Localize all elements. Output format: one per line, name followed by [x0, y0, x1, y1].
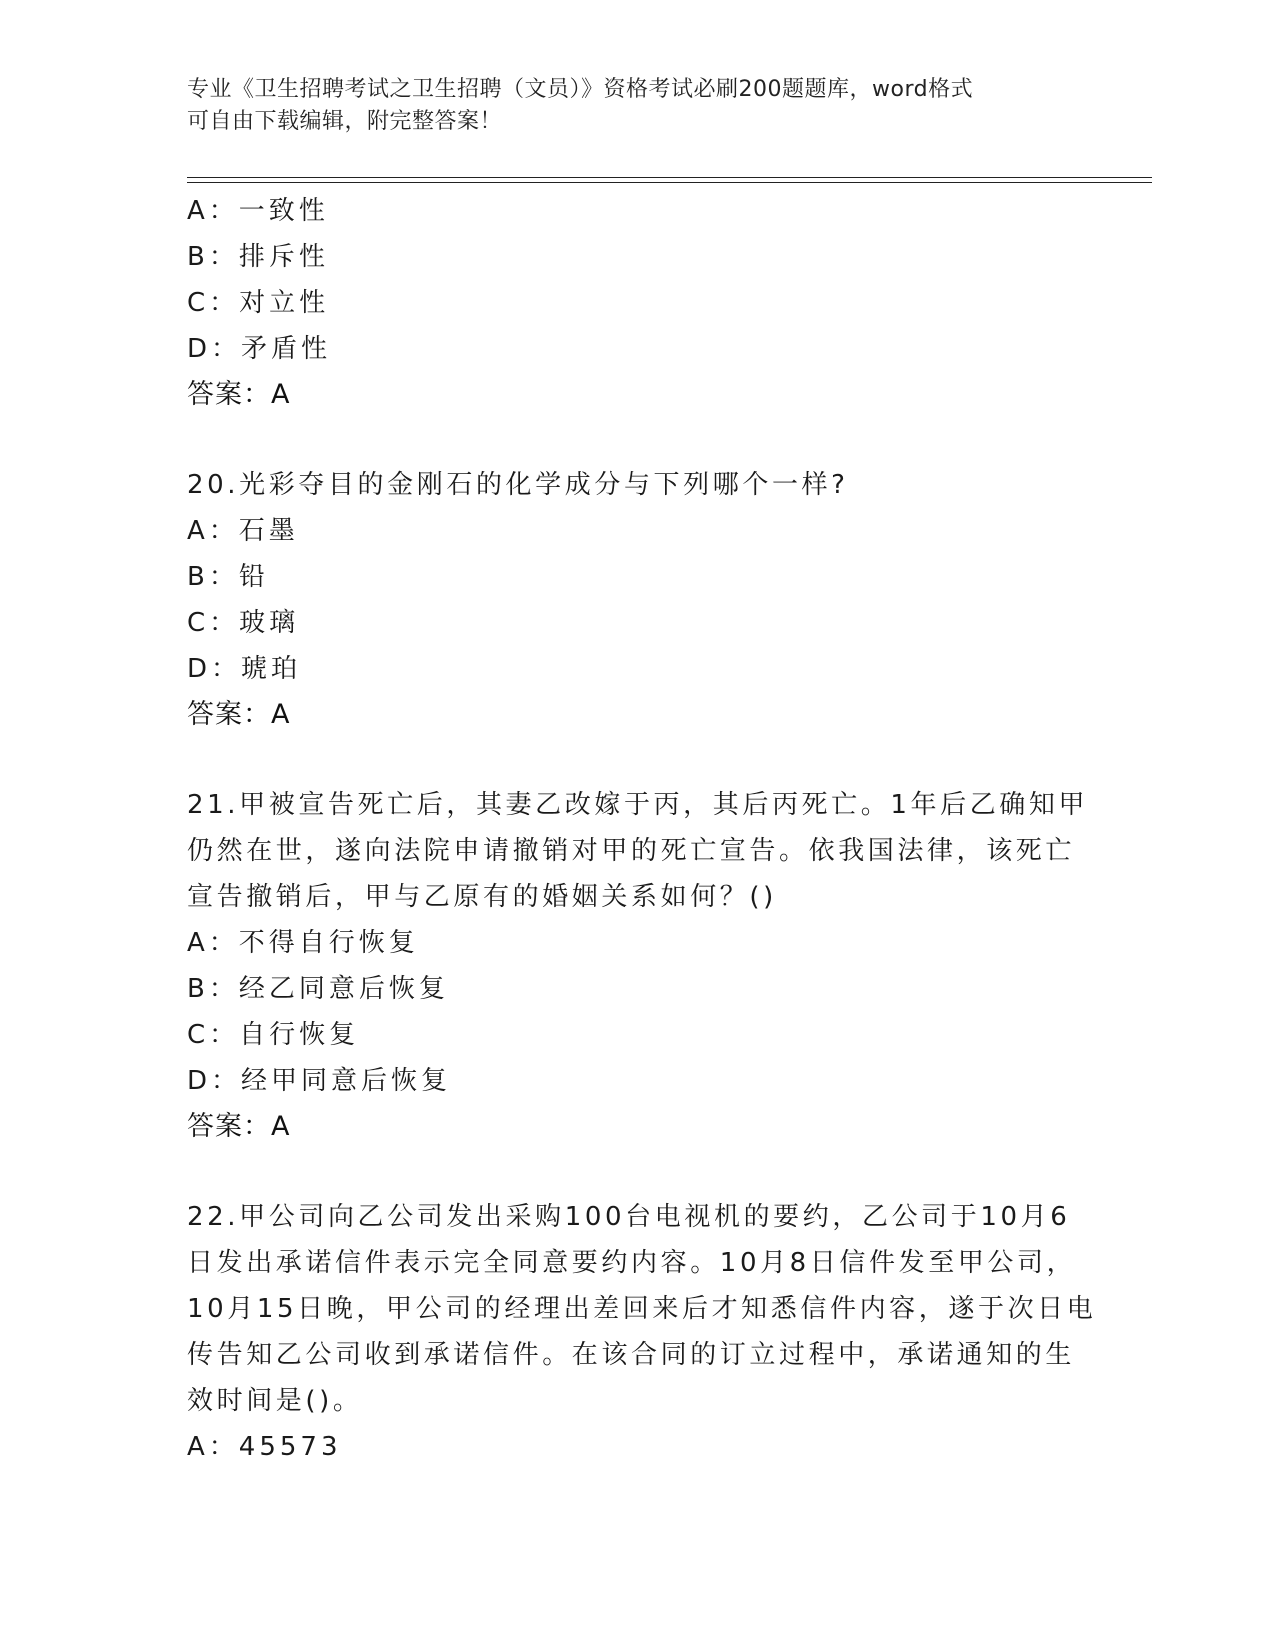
answer-line: 答案：A	[187, 1111, 291, 1142]
option-b: B：经乙同意后恢复	[187, 974, 449, 1004]
header-line-1: 专业《卫生招聘考试之卫生招聘（文员）》资格考试必刷200题题库，word格式	[187, 77, 974, 102]
option-d: D：琥珀	[187, 654, 302, 684]
answer-line: 答案：A	[187, 379, 291, 410]
option-a: A：一致性	[187, 196, 329, 226]
question-list	[187, 188, 1097, 1470]
question-stem	[187, 1194, 1097, 1424]
header-divider-top	[187, 177, 1152, 178]
option-d: D：经甲同意后恢复	[187, 1066, 452, 1096]
stem-line: 效时间是()。	[187, 1386, 363, 1416]
stem-line: 20.光彩夺目的金刚石的化学成分与下列哪个一样?	[187, 470, 849, 500]
spacer	[187, 1150, 1087, 1194]
spacer	[187, 418, 1087, 462]
question-stem	[187, 782, 1087, 920]
option-c: C：对立性	[187, 288, 330, 318]
header-line-2: 可自由下载编辑，附完整答案！	[187, 109, 503, 134]
question-block-20	[187, 462, 1087, 738]
stem-line: 仍然在世，遂向法院申请撤销对甲的死亡宣告。依我国法律，该死亡	[187, 836, 1076, 866]
stem-line: 10月15日晚，甲公司的经理出差回来后才知悉信件内容，遂于次日电	[187, 1294, 1097, 1324]
option-a: A：石墨	[187, 516, 299, 546]
question-block-prev	[187, 188, 1087, 418]
document-header	[187, 74, 1067, 138]
question-block-21	[187, 782, 1087, 1150]
stem-line: 22.甲公司向乙公司发出采购100台电视机的要约，乙公司于10月6	[187, 1202, 1071, 1232]
option-a: A：45573	[187, 1432, 342, 1462]
option-c: C：玻璃	[187, 608, 300, 638]
stem-line: 传告知乙公司收到承诺信件。在该合同的订立过程中，承诺通知的生	[187, 1340, 1076, 1370]
stem-line: 宣告撤销后，甲与乙原有的婚姻关系如何？()	[187, 882, 777, 912]
option-d: D：矛盾性	[187, 334, 332, 364]
option-b: B：铅	[187, 562, 269, 592]
option-a: A：不得自行恢复	[187, 928, 419, 958]
option-c: C：自行恢复	[187, 1020, 360, 1050]
question-stem	[187, 462, 1087, 508]
stem-line: 21.甲被宣告死亡后，其妻乙改嫁于丙，其后丙死亡。1年后乙确知甲	[187, 790, 1089, 820]
question-block-22	[187, 1194, 1097, 1470]
option-b: B：排斥性	[187, 242, 329, 272]
answer-line: 答案：A	[187, 699, 291, 730]
spacer	[187, 738, 1087, 782]
stem-line: 日发出承诺信件表示完全同意要约内容。10月8日信件发至甲公司，	[187, 1248, 1077, 1278]
header-divider-bottom	[187, 182, 1152, 183]
